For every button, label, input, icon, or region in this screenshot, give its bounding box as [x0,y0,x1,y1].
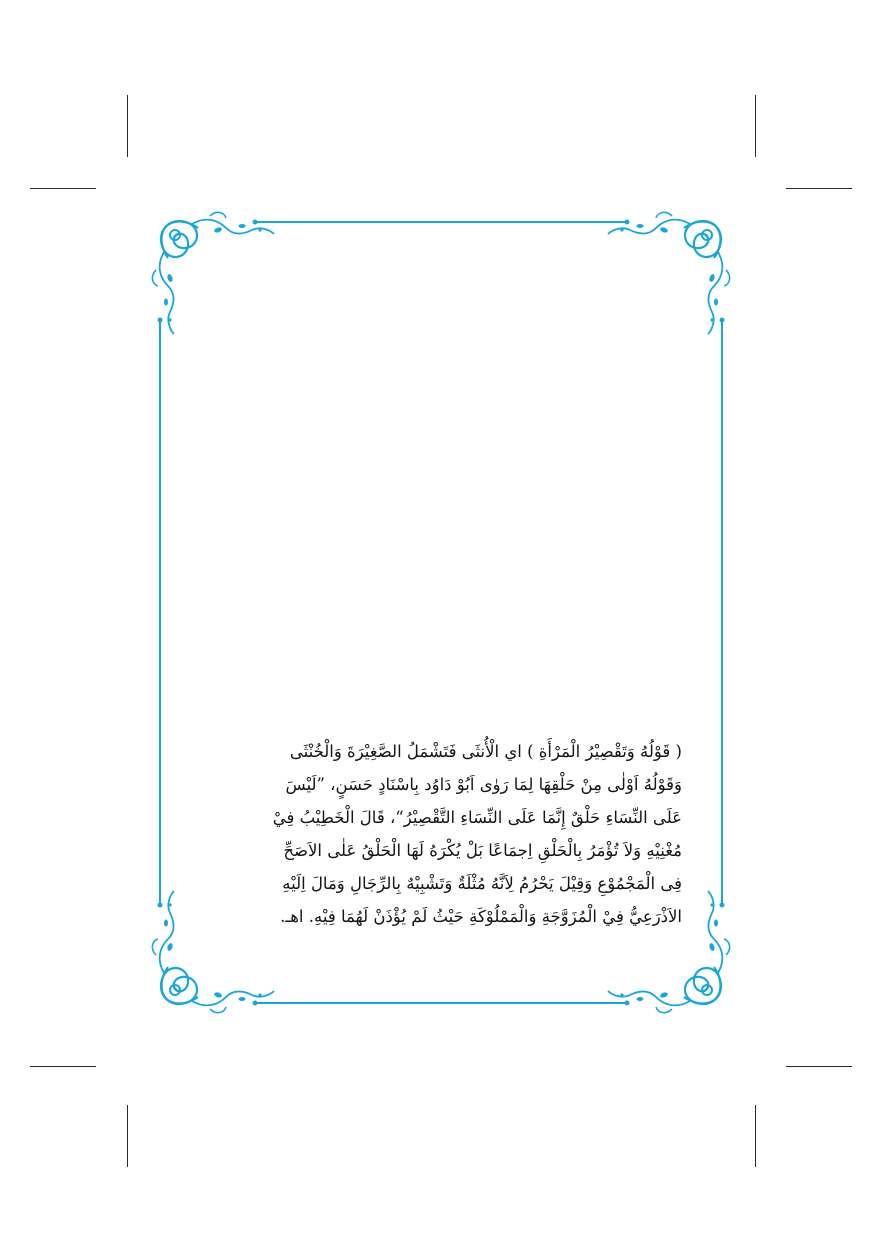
arabic-body-text [208,735,682,933]
text-line: الاَذْرَعِيُّ فِيْ الْمُزَوَّجَةِ وَالْمَمْلُوْكَةِ حَيْثُ لَمْ يُؤْذَنْ لَهُمَا فِيْهِ. اهـ. [280,907,682,926]
floral-flourish-icon [152,212,274,334]
text-line: مُغْنِيْهِ وَلاَ تُؤْمَرُ بِالْحَلْقِ اِجمَاعًا بَلْ يُكْرَهُ لَهَا الْحَلْقُ عَلٰى الاَصَحِّ [283,841,682,860]
text-line: وَقَوْلُهُ اَوْلٰى مِنْ حَلْقِهَا لِمَا رَوٰى اَبُوْ دَاوُد بِاسْنَادٍ حَسَنٍ، ”لَيْسَ [285,775,682,794]
text-line: فِى الْمَجْمُوْعِ وَقِيْلَ يَحْرُمُ لِاَنَّهُ مُثْلَةٌ وَتَشْبِيْهٌ بِالرِّجَالِ وَمَالَ اِلَيْهِ [282,874,682,893]
text-line: ( قَوْلُهُ وَتَقْصِيْرُ الْمَرْأَةِ ) اي الْأُنثَى فَتَشْمَلُ الصَّغِيْرَةَ وَالْخُنْثَى [289,742,682,761]
text-line: عَلَى النِّسَاءِ حَلْقٌ إِنَّمَا عَلَى النِّسَاءِ التَّقْصِيْرُ“، قَالَ الْخَطِيْبُ فِيْ [272,808,682,827]
floral-flourish-icon [608,212,730,334]
